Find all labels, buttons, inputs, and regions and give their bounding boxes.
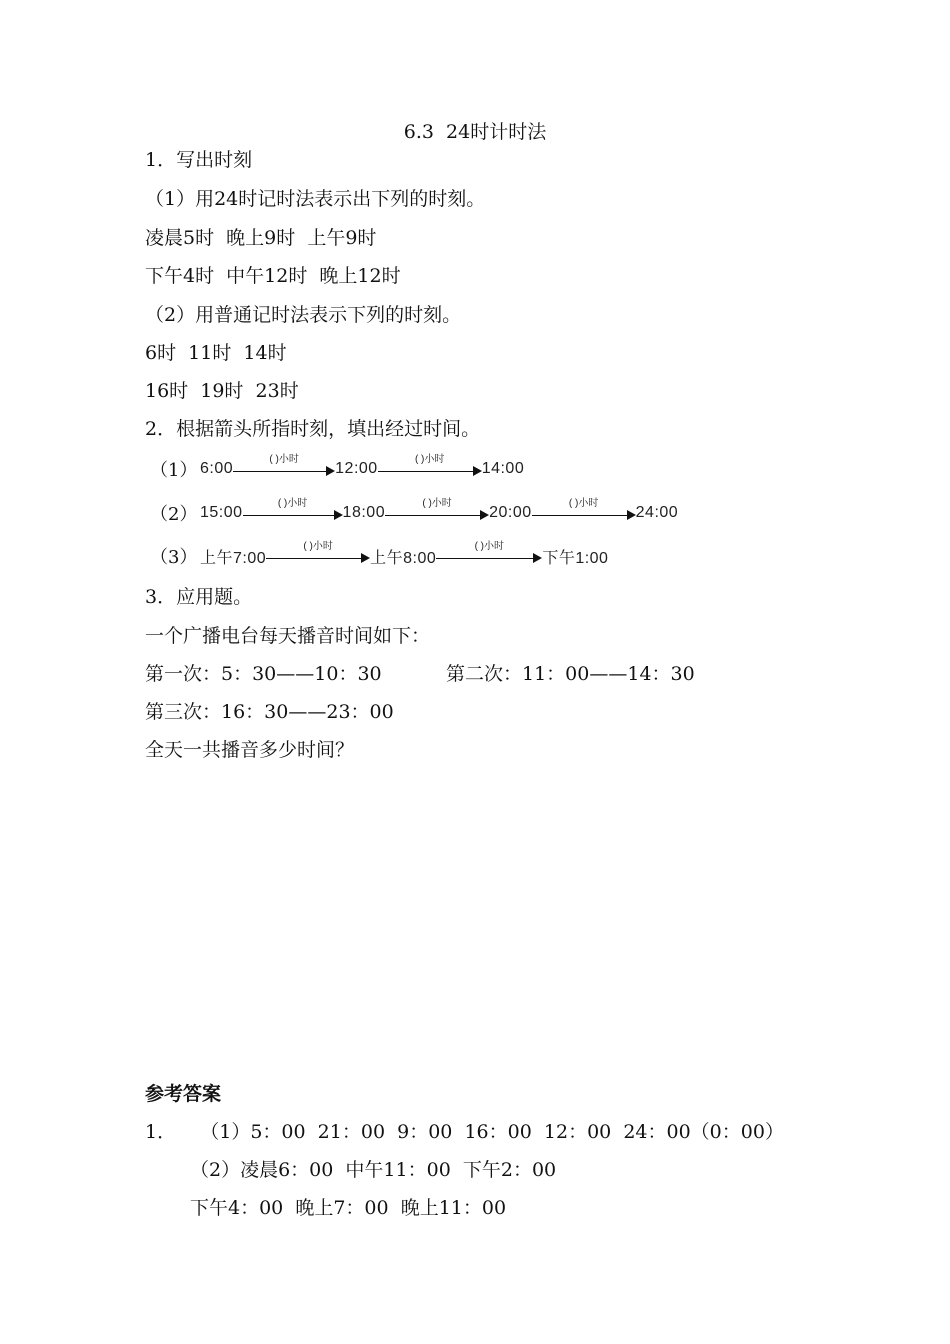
time-label: 20:00 [489, 504, 532, 521]
q1-heading: 1．写出时刻 [145, 149, 253, 171]
q1-part2-line2: 16时 19时 23时 [145, 380, 299, 402]
time-label: 上午8:00 [370, 549, 437, 567]
answers-heading: 参考答案 [145, 1083, 222, 1105]
answers-line3: 下午4：00 晚上7：00 晚上11：00 [190, 1197, 507, 1219]
arrow-icon: ( )小时 [378, 454, 482, 484]
q3-line4: 全天一共播音多少时间？ [145, 739, 355, 761]
arrow-icon: ( )小时 [436, 541, 542, 571]
timeline-row-1 [150, 454, 524, 484]
q1-part2-prompt: （2）用普通记时法表示下列的时刻。 [145, 304, 462, 326]
time-label: 上午7:00 [200, 549, 267, 567]
q3-line1: 一个广播电台每天播音时间如下： [145, 625, 431, 647]
q3-heading: 3．应用题。 [145, 586, 253, 608]
arrow-icon: ( )小时 [266, 541, 370, 571]
answers-line2: （2）凌晨6：00 中午11：00 下午2：00 [190, 1159, 557, 1181]
q3-line2b: 第二次：11：00——14：30 [446, 663, 695, 685]
q2-heading: 2．根据箭头所指时刻，填出经过时间。 [145, 418, 481, 440]
page-title: 6.3 24时计时法 [403, 121, 547, 143]
time-label: 15:00 [200, 504, 243, 521]
time-label: 18:00 [342, 504, 386, 521]
q3-line2a: 第一次：5：30——10：30 [145, 663, 382, 685]
timeline-row-3 [150, 541, 608, 571]
row-label: （3） [150, 547, 198, 568]
arrow-icon: ( )小时 [532, 498, 636, 528]
arrow-icon: ( )小时 [243, 498, 343, 528]
q1-part1-line2: 下午4时 中午12时 晚上12时 [145, 265, 401, 287]
time-label: 14:00 [481, 460, 525, 477]
q1-part1-prompt: （1）用24时记时法表示出下列的时刻。 [145, 188, 486, 210]
timeline-row-2 [150, 498, 678, 528]
q1-part2-line1: 6时 11时 14时 [145, 342, 287, 364]
q3-line3: 第三次：16：30——23：00 [145, 701, 394, 723]
arrow-icon: ( )小时 [385, 498, 489, 528]
arrow-icon: ( )小时 [233, 454, 335, 484]
time-label: 下午1:00 [542, 549, 609, 567]
time-label: 6:00 [200, 460, 234, 477]
row-label: （1） [150, 460, 198, 481]
time-label: 24:00 [635, 504, 679, 521]
time-label: 12:00 [335, 460, 378, 477]
q1-part1-line1: 凌晨5时 晚上9时 上午9时 [145, 227, 377, 249]
row-label: （2） [150, 504, 198, 525]
answers-line1: 1． （1）5：00 21：00 9：00 16：00 12：00 24：00（0：00） [145, 1121, 784, 1143]
